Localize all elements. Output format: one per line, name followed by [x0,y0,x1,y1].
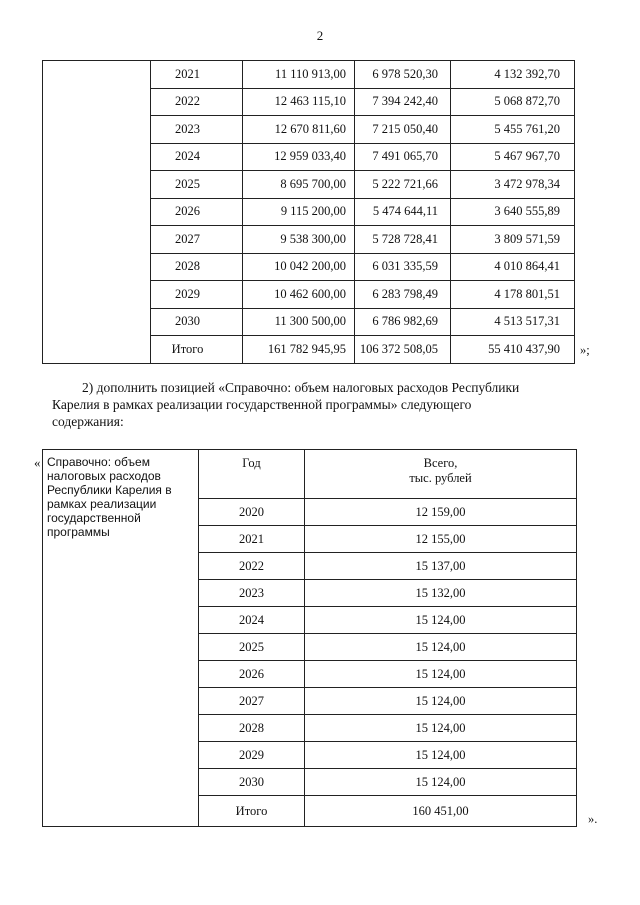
value-cell: 15 124,00 [305,661,577,688]
value-cell: 15 124,00 [305,742,577,769]
value-cell: 11 110 913,00 [243,61,355,89]
value-cell: 9 538 300,00 [243,226,355,254]
value-cell: 8 695 700,00 [243,171,355,199]
value-cell: 15 124,00 [305,607,577,634]
value-cell: 6 786 982,69 [355,308,451,336]
value-cell: 15 132,00 [305,580,577,607]
funding-table-body [43,61,575,364]
opening-quote-mark: « [34,455,41,470]
year-cell: 2023 [199,580,305,607]
value-cell: 12 670 811,60 [243,116,355,144]
year-cell: 2022 [151,88,243,116]
header-year: Год [199,450,305,499]
table-header-row [43,450,577,499]
year-cell: 2028 [199,715,305,742]
paragraph-line: 2) дополнить позицией «Справочно: объем налоговых расходов Республики [82,380,520,395]
header-total-line: тыс. рублей [409,471,472,485]
value-cell: 3 809 571,59 [451,226,575,254]
table-row [43,61,575,89]
year-cell: 2021 [199,526,305,553]
header-total [305,450,577,499]
year-cell: 2029 [199,742,305,769]
value-cell: 10 042 200,00 [243,253,355,281]
value-cell: 9 115 200,00 [243,198,355,226]
year-cell: 2024 [151,143,243,171]
year-cell: 2021 [151,61,243,89]
value-cell: 12 463 115,10 [243,88,355,116]
total-value-cell: 160 451,00 [305,796,577,827]
total-label-cell: Итого [199,796,305,827]
value-cell: 7 491 065,70 [355,143,451,171]
year-cell: 2027 [151,226,243,254]
total-value-cell: 55 410 437,90 [451,336,575,364]
value-cell: 6 978 520,30 [355,61,451,89]
value-cell: 15 124,00 [305,715,577,742]
year-cell: 2030 [199,769,305,796]
value-cell: 3 472 978,34 [451,171,575,199]
value-cell: 12 159,00 [305,499,577,526]
page-number: 2 [316,28,324,43]
paragraph-line: Карелия в рамках реализации государственной программы» следующего [52,397,472,412]
year-cell: 2025 [151,171,243,199]
value-cell: 5 467 967,70 [451,143,575,171]
value-cell: 5 455 761,20 [451,116,575,144]
year-cell: 2020 [199,499,305,526]
reference-label-cell: Справочно: объем налоговых расходов Республики Карелия в рамках реализации государственной программы [43,450,199,827]
year-cell: 2026 [151,198,243,226]
value-cell: 4 132 392,70 [451,61,575,89]
year-cell: 2025 [199,634,305,661]
value-cell: 3 640 555,89 [451,198,575,226]
value-cell: 12 155,00 [305,526,577,553]
value-cell: 4 178 801,51 [451,281,575,309]
value-cell: 15 124,00 [305,688,577,715]
value-cell: 7 394 242,40 [355,88,451,116]
value-cell: 5 728 728,41 [355,226,451,254]
value-cell: 6 283 798,49 [355,281,451,309]
total-label-cell: Итого [151,336,243,364]
value-cell: 6 031 335,59 [355,253,451,281]
value-cell: 7 215 050,40 [355,116,451,144]
year-cell: 2027 [199,688,305,715]
value-cell: 4 513 517,31 [451,308,575,336]
year-cell: 2030 [151,308,243,336]
total-value-cell: 161 782 945,95 [243,336,355,364]
value-cell: 5 068 872,70 [451,88,575,116]
value-cell: 15 124,00 [305,769,577,796]
paragraph-line: содержания: [52,414,124,429]
header-total-line: Всего, [423,456,458,470]
value-cell: 4 010 864,41 [451,253,575,281]
value-cell: 12 959 033,40 [243,143,355,171]
value-cell: 10 462 600,00 [243,281,355,309]
closing-quote-mark: ». [588,812,598,826]
funding-table [42,60,575,364]
value-cell: 15 124,00 [305,634,577,661]
value-cell: 11 300 500,00 [243,308,355,336]
total-value-cell: 106 372 508,05 [355,336,451,364]
closing-quote-mark: »; [580,343,590,357]
year-cell: 2029 [151,281,243,309]
year-cell: 2022 [199,553,305,580]
year-cell: 2024 [199,607,305,634]
amendment-paragraph [52,379,588,430]
year-cell: 2026 [199,661,305,688]
year-cell: 2028 [151,253,243,281]
tax-expenditure-table [42,449,577,827]
value-cell: 5 222 721,66 [355,171,451,199]
funding-table-blank-cell [43,61,151,364]
year-cell: 2023 [151,116,243,144]
value-cell: 15 137,00 [305,553,577,580]
value-cell: 5 474 644,11 [355,198,451,226]
